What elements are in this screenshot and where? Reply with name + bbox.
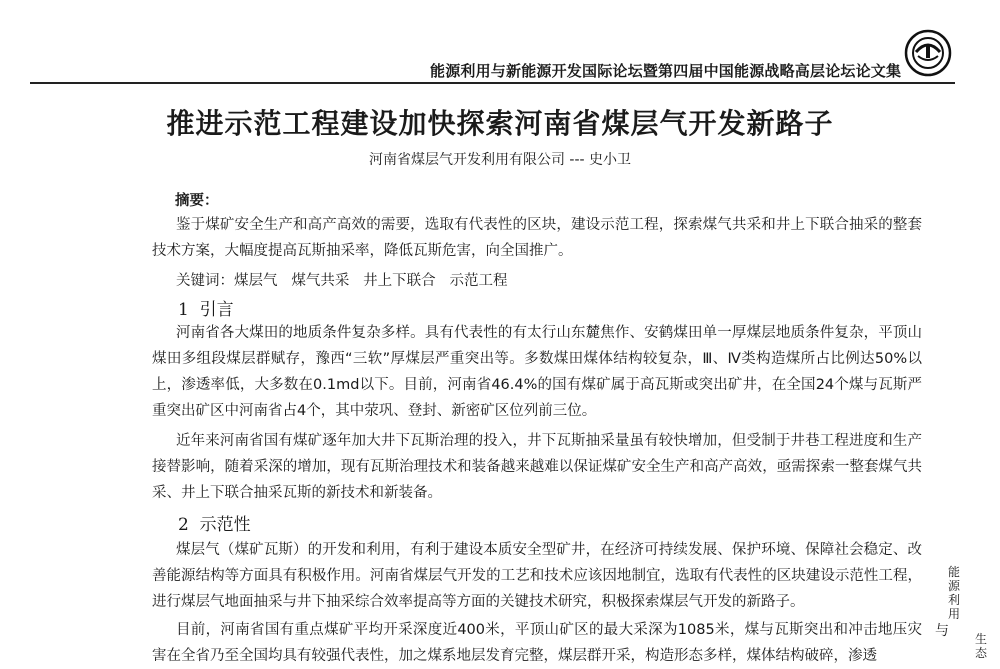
abstract-body: 鉴于煤矿安全生产和高产高效的需要，选取有代表性的区块，建设示范工程，探索煤气共采和井上下联合抽采的整套技术方案，大幅度提高瓦斯抽采率，降低瓦斯危害，向全国推广。 — [152, 217, 922, 259]
paragraph: 煤层气（煤矿瓦斯）的开发和利用，有利于建设本质安全型矿井，在经济可持续发展、保护环境、保障社会稳定、改善能源结构等方面具有积极作用。河南省煤层气开发的工艺和技术应该因地制宜，选取有代表性的区块建设示范性工程，进行煤层气地面抽采与井下抽采综合效率提高等方面的关键技术研究，积极探索煤层气开发的新路子。 — [152, 542, 922, 610]
running-header: 能源利用与新能源开发国际论坛暨第四届中国能源战略高层论坛论文集 — [430, 62, 902, 80]
conference-logo-icon — [903, 28, 953, 78]
margin-char: 与 — [935, 623, 949, 639]
section-heading-introduction: 1 引言 — [178, 300, 234, 320]
paragraph: 近年来河南省国有煤矿逐年加大井下瓦斯治理的投入，井下瓦斯抽采量虽有较快增加，但受制于井巷工程进度和生产接替影响，随着采深的增加，现有瓦斯治理技术和装备越来越难以保证煤矿安全生产和高产高效，亟需探索一整套煤气共采、井上下联合抽采瓦斯的新技术和新装备。 — [152, 433, 922, 501]
abstract-label: 摘要： — [175, 193, 219, 209]
keywords: 关键词：煤层气 煤气共采 井上下联合 示范工程 — [176, 273, 508, 289]
paper-title: 推进示范工程建设加快探索河南省煤层气开发新路子 — [166, 107, 834, 140]
margin-vertical-text-2: 生态 — [975, 632, 988, 660]
header-divider — [30, 82, 955, 84]
paragraph: 河南省各大煤田的地质条件复杂多样。具有代表性的有太行山东麓焦作、安鹤煤田单一厚煤层地质条件复杂，平顶山煤田多组段煤层群赋存，豫西“三软”厚煤层严重突出等。多数煤田煤体结构较复杂，Ⅲ、Ⅳ类构造煤所占比例达50%以上，渗透率低，大多数在0.1md以下。目前，河南省46.4%的国有煤矿属于高瓦斯或突出矿井，在全国24个煤与瓦斯严重突出矿区中河南省占4个，其中荥巩、登封、新密矿区位列前三位。 — [152, 325, 922, 419]
author-line: 河南省煤层气开发利用有限公司 --- 史小卫 — [368, 152, 632, 168]
paragraph: 目前，河南省国有重点煤矿平均开采深度近400米，平顶山矿区的最大采深为1085米，煤与瓦斯突出和冲击地压灾害在全省乃至全国均具有较强代表性，加之煤系地层发育完整，煤层群开采，构造形态多样，煤体结构破碎，渗透 — [152, 622, 922, 664]
margin-vertical-text: 能源利用 — [948, 565, 961, 621]
section-heading-demonstration: 2 示范性 — [178, 515, 251, 535]
